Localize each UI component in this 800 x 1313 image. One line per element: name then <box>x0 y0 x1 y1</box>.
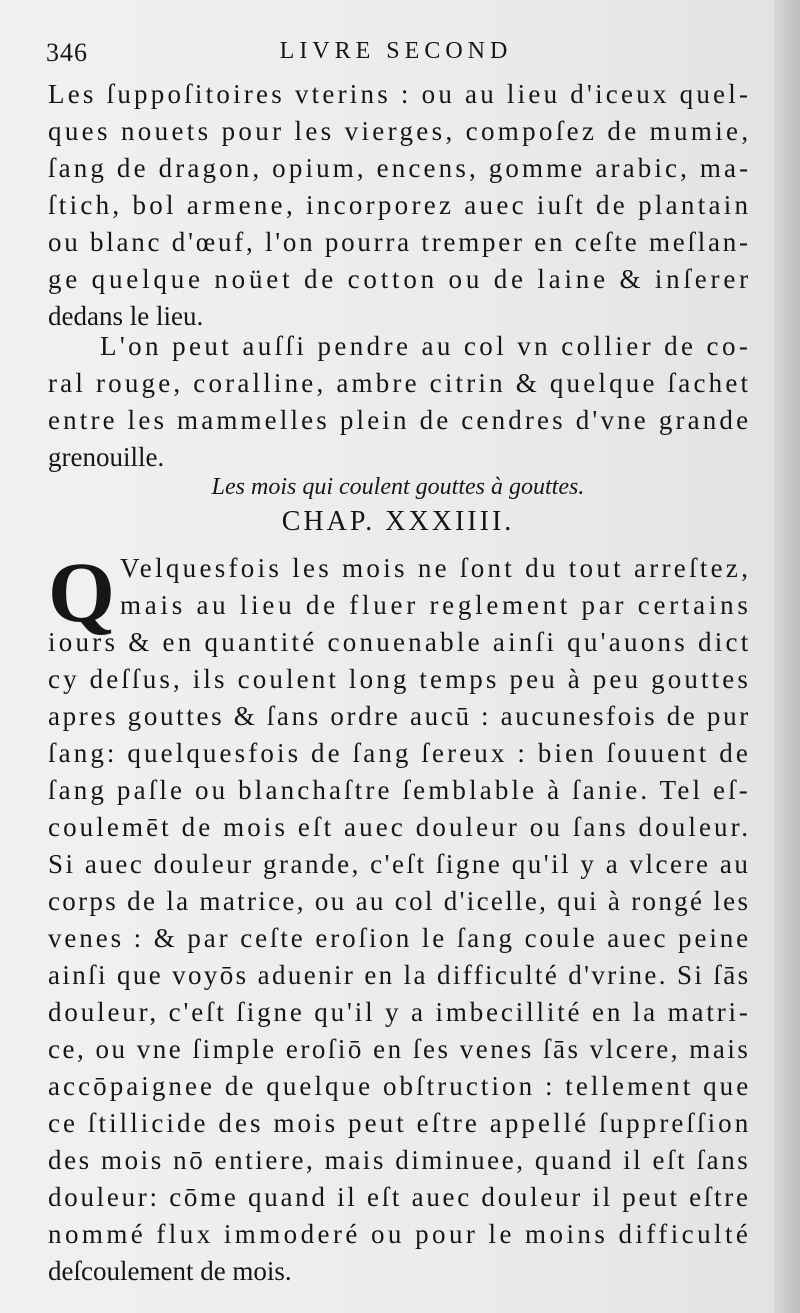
text-line: nommé flux immoderé ou pour le moins difficulté <box>48 1219 752 1249</box>
page-gutter-shadow <box>774 0 800 1313</box>
paragraph-suppositories <box>48 76 752 335</box>
text-line: iours & en quantité conuenable ainſi qu'auons dict <box>48 627 752 657</box>
text-line: Velquesfois les mois ne ſont du tout arreſtez, <box>120 553 752 583</box>
text-line: cy deſſus, ils coulent long temps peu à peu gouttes <box>48 664 752 694</box>
text-line: ral rouge, coralline, ambre citrin & quelque ſachet <box>48 368 752 398</box>
text-line: ou blanc d'œuf, l'on pourra tremper en ceſte meſlan- <box>48 227 751 257</box>
text-line: ſang: quelquesfois de ſang ſereux : bien ſouuent de <box>48 738 751 768</box>
chapter-heading: CHAP. XXXIIII. <box>281 506 515 537</box>
text-line: douleur, c'eſt ſigne qu'il y a imbecillité en la matri- <box>48 997 751 1027</box>
text-line: ce ſtillicide des mois peut eſtre appellé ſuppreſſion <box>48 1108 752 1138</box>
paragraph-collier <box>48 328 752 476</box>
running-head: LIVRE SECOND <box>279 38 513 64</box>
text-line: ainſi que voyōs aduenir en la difficulté d'vrine. Si ſās <box>48 960 751 990</box>
drop-cap: Q <box>48 544 115 640</box>
text-line: accōpaignee de quelque obſtruction : tellement que <box>48 1071 752 1101</box>
text-line: Si auec douleur grande, c'eſt ſigne qu'il y a vlcere au <box>48 849 751 879</box>
text-line: dedans le lieu. <box>48 301 204 331</box>
text-line: corps de la matrice, ou au col d'icelle, qui à rongé les <box>48 886 751 916</box>
page-number: 346 <box>46 38 88 67</box>
text-line: ſang paſle ou blanchaſtre ſemblable à ſanie. Tel eſ- <box>48 775 751 805</box>
text-line: entre les mammelles plein de cendres d'vne grande <box>48 405 752 435</box>
text-line: mais au lieu de fluer reglement par certains <box>120 590 752 620</box>
text-line: ques nouets pour les vierges, compoſez de mumie, <box>48 116 752 146</box>
text-line: ſtich, bol armene, incorporez auec iuſt de plantain <box>48 190 752 220</box>
text-line: ge quelque noüet de cotton ou de laine & inſerer <box>48 264 752 294</box>
text-line: douleur: cōme quand il eſt auec douleur il peut eſtre <box>48 1182 751 1212</box>
text-line: venes : & par ceſte eroſion le ſang coule auec peine <box>48 923 752 953</box>
text-line: Les ſuppoſitoires vterins : ou au lieu d'iceux quel- <box>48 79 752 109</box>
text-line: des mois nō entiere, mais diminuee, quand il eſt ſans <box>48 1145 751 1175</box>
page-header <box>46 38 746 78</box>
section-subtitle: Les mois qui coulent gouttes à gouttes. <box>211 474 585 500</box>
text-line: L'on peut auſſi pendre au col vn collier de co- <box>100 331 752 361</box>
text-line: apres gouttes & ſans ordre aucū : aucunesfois de pur <box>48 701 751 731</box>
text-line: grenouille. <box>48 442 165 472</box>
text-line: ce, ou vne ſimple eroſiō en ſes venes ſās vlcere, mais <box>48 1034 751 1064</box>
text-line: deſcoulement de mois. <box>48 1256 292 1286</box>
paragraph-chapter-body <box>48 544 752 1290</box>
text-line: coulemēt de mois eſt auec douleur ou ſans douleur. <box>48 812 752 842</box>
text-line: ſang de dragon, opium, encens, gomme arabic, ma- <box>48 153 752 183</box>
